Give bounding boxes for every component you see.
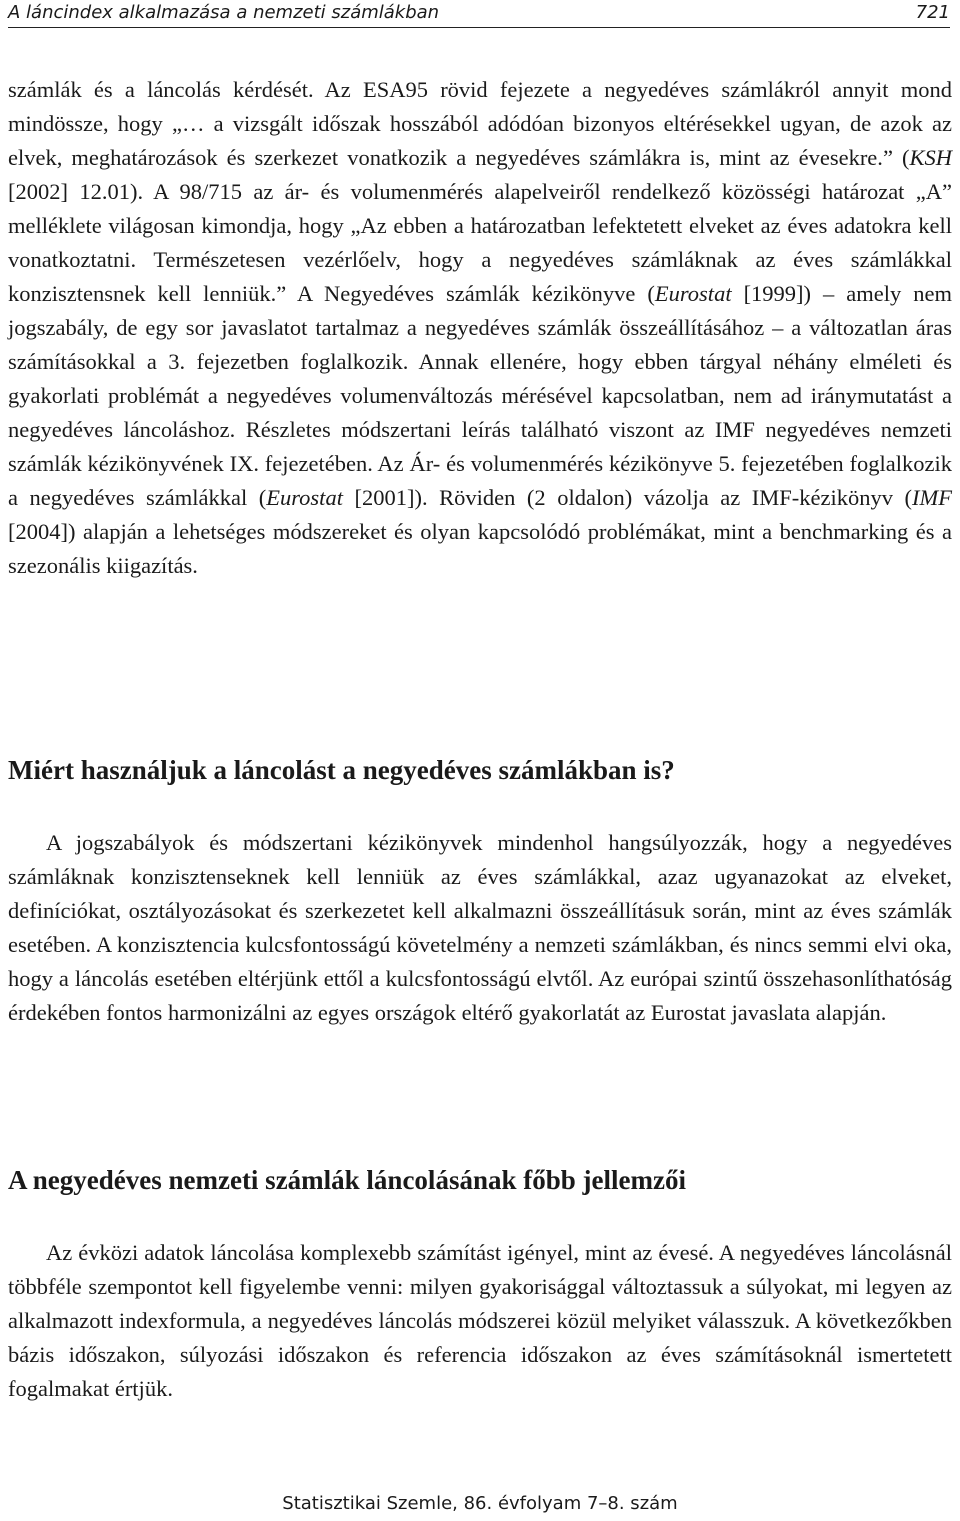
- text-run: … a vizsgált időszak hosszából adódóan bizonyos eltérésekkel ugyan, de azok az elvek, meghatározások és szerkezet vonatkozik a negyedéves számlákra is, mint az évesekre.: [8, 111, 952, 170]
- paragraph-3: [8, 1236, 952, 1406]
- paragraph-text: Az évközi adatok láncolása komplexebb számítást igényel, mint az évesé. A negyedéves láncolásnál többféle szempontot kell figyelembe venni: milyen gyakorisággal változtassuk a súlyokat, mi legyen az alkalmazott indexformula, a negyedéves láncolás módszerei közül melyiket válasszuk. A következőkben bázis időszakon, súlyozási időszakon és referencia időszakon az éves számításoknál ismertetett fogalmakat értjük.: [8, 1240, 952, 1401]
- running-footer: Statisztikai Szemle, 86. évfolyam 7–8. szám: [282, 1493, 678, 1514]
- text-run: [1999]) – amely nem jogszabály, de egy sor javaslatot tartalmaz a negyedéves számlák összeállításához – a változatlan áras számításokkal a 3. fejezetben foglalkozik. Annak ellenére, hogy ebben tárgyal néhány elméleti és gyakorlati problémát a negyedéves volumenváltozás mérésével kapcsolatban, nem ad iránymutatást a negyedéves láncoláshoz. Részletes módszertani leírás található viszont az IMF negyedéves nemzeti számlák kézikönyvének IX. fejezetében. Az Ár- és volumenmérés kézikönyve 5. fejezetében foglalkozik a negyedéves számlákkal (: [8, 281, 952, 510]
- section-heading: Miért használjuk a láncolást a negyedéves számlákban is?: [8, 755, 675, 785]
- paragraph-2: [8, 826, 952, 1030]
- citation-author: Eurostat: [654, 281, 732, 306]
- page-number: 721: [915, 1, 950, 23]
- paragraph-1: [8, 73, 952, 583]
- citation-author: KSH: [909, 145, 952, 170]
- running-header: [8, 0, 950, 24]
- text-run: ” (: [882, 145, 910, 170]
- text-run: [2004]) alapján a lehetséges módszereket és olyan kapcsolódó problémákat, mint a benchmarking és a szezonális kiigazítás.: [8, 519, 952, 578]
- text-run: [2001]). Röviden (2 oldalon) vázolja az IMF-kézikönyv (: [342, 485, 913, 510]
- paragraph-text: A jogszabályok és módszertani kézikönyvek mindenhol hangsúlyozzák, hogy a negyedéves számláknak konzisztenseknek kell lenniük az éves számlákkal, azaz ugyanazokat az elveket, definíciókat, osztályozásokat és szerkezetet kell alkalmazni összeállításuk során, mint az éves számlák esetében. A konzisztencia kulcsfontosságú követelmény a nemzeti számlákban, és nincs semmi elvi oka, hogy a láncolás esetében eltérjünk ettől a kulcsfontosságú elvtől. Az európai szintű összehasonlíthatóság érdekében fontos harmonizálni az egyes országok eltérő gyakorlatát az Eurostat javaslata alapján.: [8, 830, 952, 1025]
- citation-author: Eurostat: [266, 485, 343, 510]
- running-title: A láncindex alkalmazása a nemzeti számlákban: [8, 1, 440, 23]
- header-rule: [8, 27, 950, 28]
- text-run: számlák és a láncolás kérdését. Az ESA95 rövid fejezete a negyedéves számlákról annyit mond mindössze, hogy „: [8, 77, 952, 136]
- text-run: [2002] 12.01). A 98/715 az ár- és volumenmérés alapelveiről rendelkező közösségi határozat „A” melléklete világosan kimondja, hogy „Az ebben a határozatban lefektetett elveket az éves adatokra kell vonatkoztatni. Természetesen vezérlőelv, hogy a negyedéves számláknak az éves számlákkal konzisztensnek kell lenniük.” A Negyedéves számlák kézikönyve (: [8, 179, 952, 306]
- section-heading: A negyedéves nemzeti számlák láncolásának főbb jellemzői: [8, 1165, 686, 1195]
- citation-author: IMF: [912, 485, 952, 510]
